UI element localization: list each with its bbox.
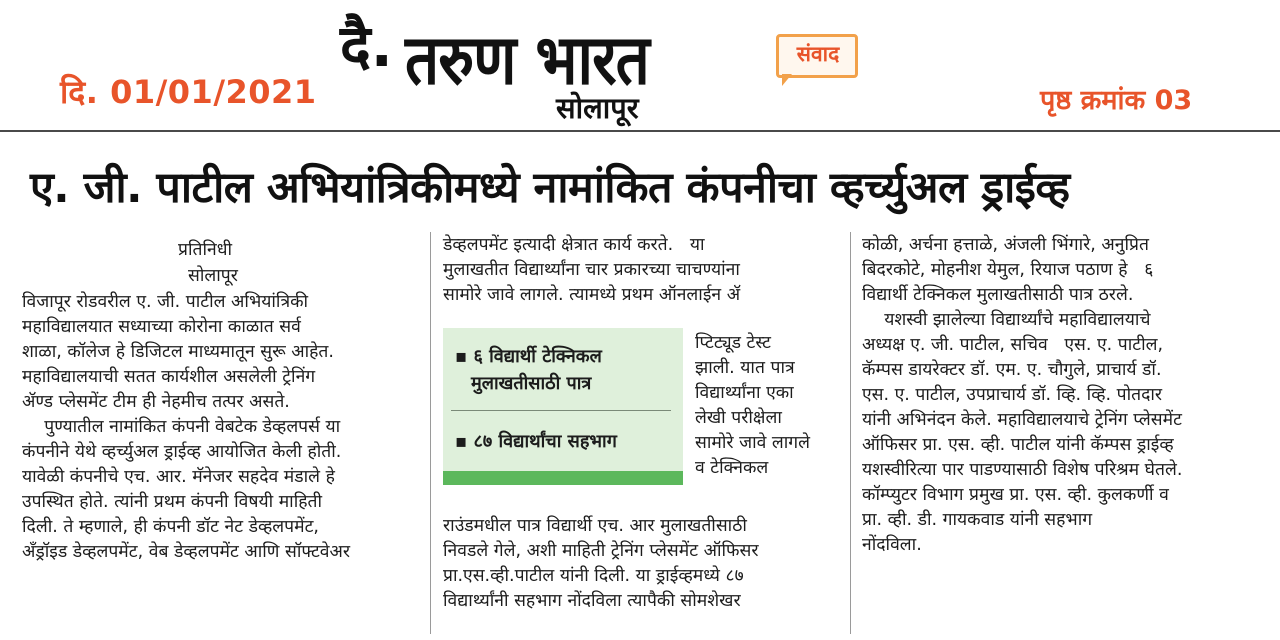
column-line: कॉम्प्युटर विभाग प्रमुख प्रा. एस. व्ही. कुलकर्णी व — [862, 485, 1169, 505]
column-line: व टेक्निकल — [695, 458, 769, 478]
column-line: एस. ए. पाटील, उपप्राचार्य डॉ. व्हि. व्हि. पोतदार — [862, 385, 1163, 405]
column-divider — [850, 232, 851, 634]
column-line: यांनी अभिनंदन केले. महाविद्यालयाचे ट्रेनिंग प्लेसमेंट — [862, 410, 1182, 430]
article-headline: ए. जी. पाटील अभियांत्रिकीमध्ये नामांकित कंपनीचा व्हर्च्युअल ड्राईव्ह — [30, 163, 1070, 213]
column-line: प्रा.एस.व्ही.पाटील यांनी दिली. या ड्राईव्हमध्ये ८७ — [443, 566, 744, 586]
column-line: अध्यक्ष ए. जी. पाटील, सचिव एस. ए. पाटील, — [862, 335, 1164, 355]
newspaper-name: तरुण भारत — [405, 20, 649, 101]
article-column-2-side — [695, 331, 835, 481]
byline-place: सोलापूर — [188, 266, 238, 286]
column-line: लेखी परीक्षेला — [695, 408, 782, 428]
samvad-label: संवाद — [796, 42, 840, 66]
column-line: कॅम्पस डायरेक्टर डॉ. एम. ए. चौगुले, प्राचार्य डॉ. — [862, 360, 1162, 380]
column-line: ॲण्ड प्लेसमेंट टीम ही नेहमीच तत्पर असते. — [22, 392, 290, 412]
article-column-3 — [862, 233, 1257, 558]
column-line: विद्यार्थी टेक्निकल मुलाखतीसाठी पात्र ठरले. — [862, 285, 1134, 305]
highlight-item-2: ▪ ८७ विद्यार्थांचा सहभाग — [455, 431, 617, 452]
column-line: दिली. ते म्हणाले, ही कंपनी डॉट नेट डेव्हलपमेंट, — [22, 517, 319, 537]
column-line: महाविद्यालयाची सतत कार्यशील असलेली ट्रेनिंग — [22, 367, 316, 387]
column-line: पुण्यातील नामांकित कंपनी वेबटेक डेव्हलपर्स या — [22, 417, 341, 437]
column-line: सामोरे जावे लागले. त्यामध्ये प्रथम ऑनलाईन ॲ — [443, 285, 741, 305]
column-line: यशस्वीरित्या पार पाडण्यासाठी विशेष परिश्रम घेतले. — [862, 460, 1183, 480]
column-divider — [430, 232, 431, 634]
column-line: यावेळी कंपनीचे एच. आर. मॅनेजर सहदेव मंडाले हे — [22, 467, 335, 487]
column-line: यशस्वी झालेल्या विद्यार्थ्यांचे महाविद्यालयाचे — [862, 310, 1151, 330]
newspaper-date: दि. 01/01/2021 — [60, 73, 317, 111]
article-column-2-top — [443, 233, 838, 308]
column-line: नोंदविला. — [862, 535, 922, 555]
column-line: झाली. यात पात्र — [695, 358, 795, 378]
column-line: मुलाखतीत विद्यार्थ्यांना चार प्रकारच्या चाचण्यांना — [443, 260, 740, 280]
article-column-2-bottom — [443, 514, 838, 614]
column-line: सामोरे जावे लागले — [695, 433, 811, 453]
column-line: महाविद्यालयात सध्याच्या कोरोना काळात सर्व — [22, 317, 301, 337]
column-line: कंपनीने येथे व्हर्च्युअल ड्राईव्ह आयोजित केली होती. — [22, 442, 342, 462]
page-number: पृष्ठ क्रमांक 03 — [1040, 85, 1193, 116]
samvad-badge — [776, 34, 860, 90]
column-line: ॲंड्रॉइड डेव्हलपमेंट, वेब डेव्हलपमेंट आणि सॉफ्टवेअर — [22, 542, 351, 562]
masthead-divider — [0, 130, 1280, 132]
edition-name: सोलापूर — [556, 91, 639, 125]
column-line: ऑफिसर प्रा. एस. व्ही. पाटील यांनी कॅम्पस ड्राईव्ह — [862, 435, 1174, 455]
column-line: कोळी, अर्चना हत्ताळे, अंजली भिंगारे, अनुप्रित — [862, 235, 1149, 255]
highlight-divider — [451, 410, 671, 411]
highlights-box — [443, 328, 683, 485]
highlight-item-1-cont: मुलाखतीसाठी पात्र — [471, 373, 592, 394]
column-line: डेव्हलपमेंट इत्यादी क्षेत्रात कार्य करते. या — [443, 235, 705, 255]
column-line: विद्यार्थ्यांना एका — [695, 383, 794, 403]
speech-bubble-tail — [782, 74, 792, 86]
highlight-item-1: ▪ ६ विद्यार्थी टेक्निकल — [455, 346, 602, 367]
column-line: प्रा. व्ही. डी. गायकवाड यांनी सहभाग — [862, 510, 1093, 530]
column-line: उपस्थित होते. त्यांनी प्रथम कंपनी विषयी माहिती — [22, 492, 323, 512]
column-line: विजापूर रोडवरील ए. जी. पाटील अभियांत्रिकी — [22, 292, 309, 312]
column-line: विद्यार्थ्यांनी सहभाग नोंदविला त्यापैकी सोमशेखर — [443, 591, 741, 611]
column-line: बिदरकोटे, मोहनीश येमुल, रियाज पठाण हे ६ — [862, 260, 1154, 280]
column-line: निवडले गेले, अशी माहिती ट्रेनिंग प्लेसमेंट ऑफिसर — [443, 541, 759, 561]
column-line: राउंडमधील पात्र विद्यार्थी एच. आर मुलाखतीसाठी — [443, 516, 747, 536]
column-line: प्टिट्यूड टेस्ट — [695, 333, 771, 353]
column-line: शाळा, कॉलेज हे डिजिटल माध्यमातून सुरू आहेत. — [22, 342, 334, 362]
article-column-1 — [22, 290, 422, 565]
masthead-prefix: दै. — [340, 12, 393, 80]
byline-reporter: प्रतिनिधी — [178, 240, 233, 260]
